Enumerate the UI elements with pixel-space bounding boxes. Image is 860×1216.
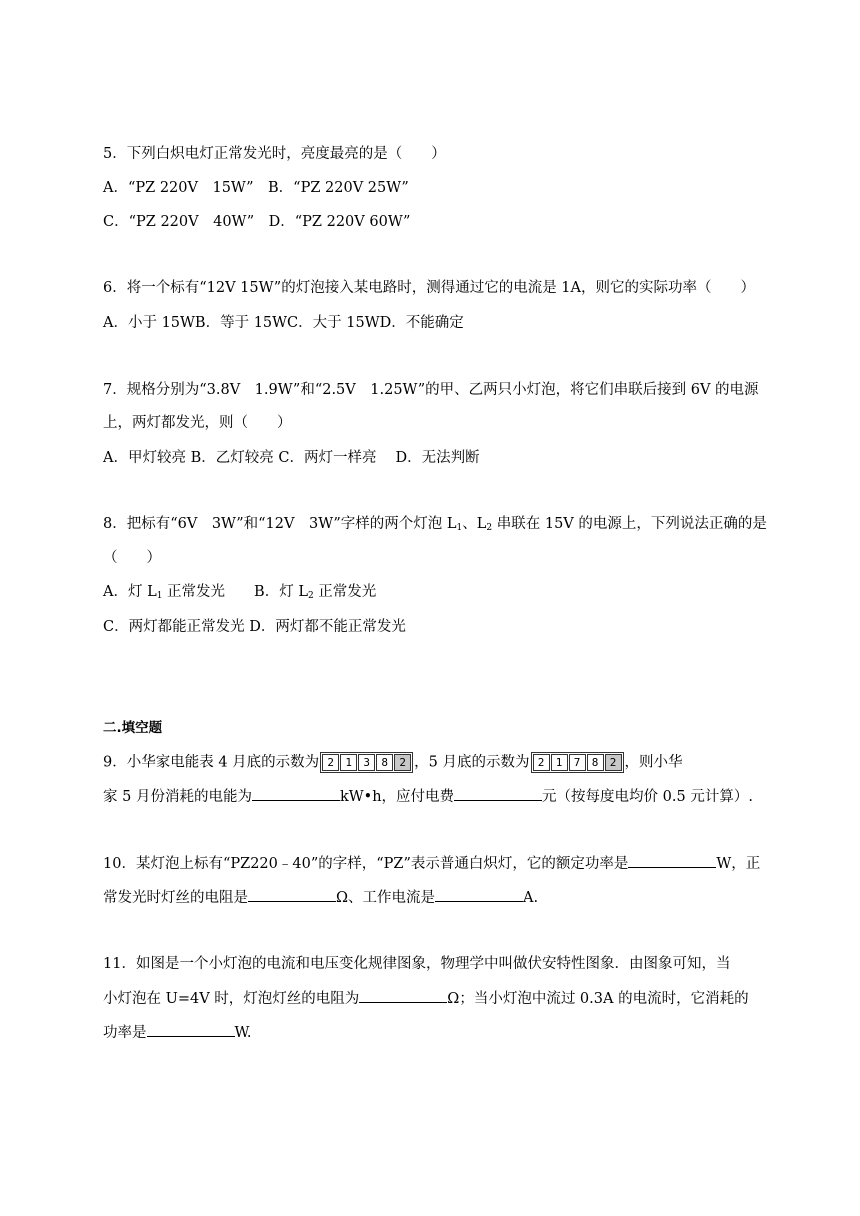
q11-text-5: W. bbox=[234, 1025, 252, 1041]
meter-april bbox=[320, 752, 413, 773]
q9-text-6: 元（按每度电均价 0.5 元计算）. bbox=[542, 789, 753, 805]
q11-line1: 11．如图是一个小灯泡的电流和电压变化规律图象，物理学中叫做伏安特性图象．由图象可知，当 bbox=[103, 956, 731, 972]
q9-text-5: kW•h，应付电费 bbox=[339, 789, 455, 805]
q8-stem-mid: 、L bbox=[462, 516, 487, 532]
answer-blank[interactable] bbox=[454, 786, 542, 801]
q8-opt-b-post: 正常发光 bbox=[313, 584, 377, 600]
q8-opt-b-sub: 2 bbox=[307, 591, 314, 601]
q8-opt-a-pre: A．灯 L bbox=[103, 584, 157, 600]
q8-options-ab bbox=[103, 582, 376, 606]
q9-text-1: 9．小华家电能表 4 月底的示数为 bbox=[103, 754, 320, 771]
answer-blank[interactable] bbox=[248, 887, 336, 902]
q7-stem-line1: 7．规格分别为“3.8V 1.9W”和“2.5V 1.25W”的甲、乙两只小灯泡，将它们串联后接到 6V 的电源 bbox=[103, 382, 759, 398]
q10-line1 bbox=[103, 853, 760, 874]
q8-sub2: 2 bbox=[486, 523, 493, 533]
q9-line1 bbox=[103, 752, 683, 773]
meter-may-digit: 1 bbox=[551, 754, 568, 771]
q9-text-2: ，5 月底的示数为 bbox=[414, 754, 530, 771]
meter-april-digit: 3 bbox=[358, 754, 375, 771]
q11-text-2: 小灯泡在 U=4V 时，灯泡灯丝的电阻为 bbox=[103, 991, 360, 1007]
q10-line2 bbox=[103, 887, 538, 908]
answer-blank[interactable] bbox=[435, 887, 523, 902]
q6-options: A．小于 15WB．等于 15WC．大于 15WD．不能确定 bbox=[103, 315, 464, 331]
q7-options: A．甲灯较亮 B．乙灯较亮 C．两灯一样亮 D．无法判断 bbox=[103, 450, 480, 466]
q10-text-4: Ω、工作电流是 bbox=[336, 890, 436, 906]
answer-blank[interactable] bbox=[628, 853, 716, 868]
answer-blank[interactable] bbox=[252, 786, 340, 801]
q8-stem-post: 串联在 15V 的电源上，下列说法正确的是 bbox=[492, 516, 767, 532]
answer-blank[interactable] bbox=[147, 1022, 235, 1037]
q10-text-5: A. bbox=[523, 890, 539, 906]
answer-blank[interactable] bbox=[359, 988, 447, 1003]
meter-april-digit: 2 bbox=[394, 754, 411, 771]
q5-options-ab: A．“PZ 220V 15W” B．“PZ 220V 25W” bbox=[103, 180, 409, 196]
q8-stem-pre: 8．把标有“6V 3W”和“12V 3W”字样的两个灯泡 L bbox=[103, 516, 457, 532]
q8-opt-a-post: 正常发光 B．灯 L bbox=[162, 584, 308, 600]
meter-may-digit: 7 bbox=[569, 754, 586, 771]
meter-april-digit: 2 bbox=[322, 754, 339, 771]
q8-opt-a-sub: 1 bbox=[156, 591, 163, 601]
q8-options-cd: C．两灯都能正常发光 D．两灯都不能正常发光 bbox=[103, 619, 406, 635]
q6-stem: 6．将一个标有“12V 15W”的灯泡接入某电路时，测得通过它的电流是 1A，则它的实际功率（ ） bbox=[103, 280, 756, 296]
q11-text-4: 功率是 bbox=[103, 1025, 147, 1041]
meter-may bbox=[531, 752, 624, 773]
q7-stem-line2: 上，两灯都发光，则（ ） bbox=[103, 415, 292, 431]
q11-line3 bbox=[103, 1022, 251, 1043]
section-title: 二.填空题 bbox=[103, 720, 163, 736]
meter-may-digit: 2 bbox=[533, 754, 550, 771]
q5-stem: 5．下列白炽电灯正常发光时，亮度最亮的是（ ） bbox=[103, 146, 446, 162]
q10-text-1: 10．某灯泡上标有“PZ220﹣40”的字样，“PZ”表示普通白炽灯，它的额定功率是 bbox=[103, 856, 629, 872]
q9-text-3: ，则小华 bbox=[624, 754, 683, 771]
q9-line2 bbox=[103, 786, 753, 807]
meter-may-digit: 8 bbox=[587, 754, 604, 771]
q8-paren: （ ） bbox=[103, 550, 161, 566]
q10-text-3: 常发光时灯丝的电阻是 bbox=[103, 890, 248, 906]
q10-text-2: W，正 bbox=[716, 856, 761, 872]
meter-april-digit: 8 bbox=[376, 754, 393, 771]
q5-options-cd: C．“PZ 220V 40W” D．“PZ 220V 60W” bbox=[103, 214, 411, 230]
q11-line2 bbox=[103, 988, 749, 1009]
meter-april-digit: 1 bbox=[340, 754, 357, 771]
q8-stem bbox=[103, 514, 767, 538]
q8-sub1: 1 bbox=[456, 523, 463, 533]
q11-text-3: Ω；当小灯泡中流过 0.3A 的电流时，它消耗的 bbox=[447, 991, 749, 1007]
meter-may-digit: 2 bbox=[605, 754, 622, 771]
q9-text-4: 家 5 月份消耗的电能为 bbox=[103, 789, 252, 805]
